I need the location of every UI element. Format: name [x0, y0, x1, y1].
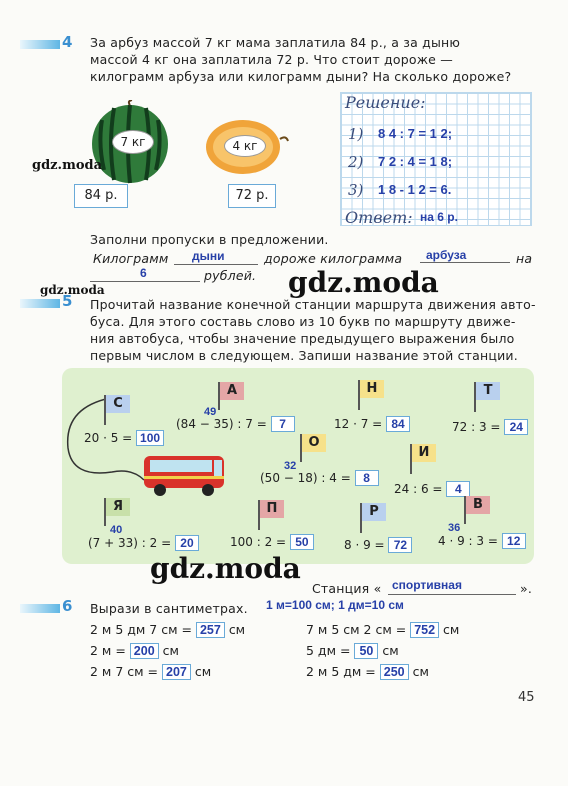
fill-line-1 [174, 264, 258, 265]
note-o: 32 [284, 460, 297, 472]
conv-answer: 200 [130, 643, 159, 659]
expression-o [260, 470, 379, 486]
conv-answer: 50 [354, 643, 378, 659]
expr-r: 8 · 9 = [344, 538, 385, 552]
expr-v: 4 · 9 : 3 = [438, 534, 498, 548]
answer-p: 50 [290, 534, 314, 550]
flag-letter-t: Т [476, 382, 500, 400]
melon-price: 72 р. [228, 184, 276, 208]
flag-letter-r: Р [362, 503, 386, 521]
flag-letter-p: П [260, 500, 284, 518]
flag-letter-a: А [220, 382, 244, 400]
conv-unit: см [382, 643, 399, 658]
expr-o: (50 − 18) : 4 = [260, 471, 351, 485]
conv-expr: 2 м = [90, 643, 126, 658]
sentence-part-b: дороже килограмма [264, 251, 403, 266]
sentence-part-d: рублей. [204, 268, 257, 283]
task-5-text-line4: первым числом в следующем. Запиши название этой станции. [90, 348, 518, 363]
expression-a [176, 416, 295, 432]
task-6-prompt: Вырази в сантиметрах. [90, 601, 248, 616]
sentence-part-a: Килограмм [93, 251, 169, 266]
answer-o: 8 [355, 470, 379, 486]
task-6-hint: 1 м=100 см; 1 дм=10 см [266, 598, 404, 612]
conv-expr: 5 дм = [306, 643, 351, 658]
watermark: gdz.moda [150, 552, 301, 585]
task-4-number: 4 [62, 33, 73, 51]
conv-unit: см [194, 664, 212, 679]
note-v: 36 [448, 522, 461, 534]
conv-answer: 257 [196, 622, 225, 638]
expression-ya [88, 535, 199, 551]
task-5-number: 5 [62, 292, 73, 310]
expr-n: 12 · 7 = [334, 417, 383, 431]
conversion-left-2 [90, 643, 179, 659]
answer-s: 100 [136, 430, 164, 446]
answer-v: 12 [502, 533, 526, 549]
expr-ya: (7 + 33) : 2 = [88, 536, 172, 550]
fill-answer-3: 6 [140, 266, 147, 280]
watermark: gdz.moda [288, 266, 439, 299]
station-label: Станция « [312, 581, 382, 596]
answer-t: 24 [504, 419, 528, 435]
watermelon-price: 84 р. [74, 184, 128, 208]
expr-p: 100 : 2 = [230, 535, 287, 549]
task-4-text-line3: килограмм арбуза или килограмм дыни? На сколько дороже? [90, 69, 512, 84]
bus-image [140, 450, 230, 500]
conv-answer: 752 [410, 622, 439, 638]
answer-r: 72 [388, 537, 412, 553]
expr-a: (84 − 35) : 7 = [176, 417, 267, 431]
fill-answer-2: арбуза [426, 248, 467, 262]
task-marker-bar [20, 40, 60, 49]
sentence-part-c: на [516, 251, 533, 266]
answer-a: 7 [271, 416, 295, 432]
step-2-number: 2) [348, 153, 364, 171]
page-number: 45 [518, 690, 535, 705]
fill-prompt: Заполни пропуски в предложении. [90, 232, 329, 247]
flag-letter-v: В [466, 496, 490, 514]
flag-letter-s: С [106, 395, 130, 413]
watermelon-weight-tag: 7 кг [112, 130, 154, 154]
station-answer: спортивная [392, 578, 462, 592]
fill-line-2 [420, 262, 510, 263]
expr-i: 24 : 6 = [394, 482, 443, 496]
answer-ya: 20 [175, 535, 199, 551]
melon-weight-tag: 4 кг [224, 135, 266, 157]
conv-answer: 250 [380, 664, 409, 680]
step-3-number: 3) [348, 181, 364, 199]
answer-i: 4 [446, 481, 470, 497]
task-6-number: 6 [62, 597, 73, 615]
expr-s: 20 · 5 = [84, 431, 133, 445]
conversion-right-1 [306, 622, 459, 638]
answer-label: Ответ: [345, 208, 413, 227]
expression-v [438, 533, 526, 549]
solution-title: Решение: [345, 93, 426, 112]
watermark: gdz.moda [40, 283, 105, 297]
conversion-right-2 [306, 643, 399, 659]
expression-r [344, 537, 412, 553]
conv-expr: 2 м 5 дм = [306, 664, 376, 679]
flag-letter-o: О [302, 434, 326, 452]
watermark: gdz.moda [32, 158, 103, 173]
conversion-right-3 [306, 664, 429, 680]
flag-letter-ya: Я [106, 498, 130, 516]
note-ya: 40 [110, 524, 123, 536]
expression-s [84, 430, 164, 446]
fill-line-3 [90, 281, 200, 282]
conv-expr: 7 м 5 см 2 см = [306, 622, 407, 637]
conv-answer: 207 [162, 664, 191, 680]
task-4-text-line1: За арбуз массой 7 кг мама заплатила 84 р., а за дыню [90, 35, 461, 50]
expression-p [230, 534, 314, 550]
conv-unit: см [162, 643, 179, 658]
fill-answer-1: дыни [192, 249, 225, 263]
expr-t: 72 : 3 = [452, 420, 501, 434]
answer-n: 84 [386, 416, 410, 432]
task-5-text-line3: ния автобуса, чтобы значение предыдущего выражения было [90, 331, 515, 346]
conversion-left-1 [90, 622, 245, 638]
expression-i [394, 481, 470, 497]
station-end: ». [520, 581, 533, 596]
step-1: 8 4 : 7 = 1 2; [378, 126, 453, 141]
conv-expr: 2 м 7 см = [90, 664, 159, 679]
flag-letter-n: Н [360, 380, 384, 398]
conv-expr: 2 м 5 дм 7 см = [90, 622, 192, 637]
flag-letter-i: И [412, 444, 436, 462]
task-5-text-line2: буса. Для этого составь слово из 10 букв по маршруту движе- [90, 314, 516, 329]
task-5-text-line1: Прочитай название конечной станции маршрута движения авто- [90, 297, 536, 312]
task-marker-bar [20, 299, 60, 308]
step-3: 1 8 - 1 2 = 6. [378, 182, 452, 197]
note-a: 49 [204, 406, 217, 418]
conv-unit: см [443, 622, 460, 637]
conv-unit: см [228, 622, 246, 637]
expression-t [452, 419, 528, 435]
conv-unit: см [412, 664, 429, 679]
station-line [388, 594, 516, 595]
expression-n [334, 416, 410, 432]
answer-value: на 6 р. [420, 210, 458, 224]
conversion-left-3 [90, 664, 211, 680]
task-marker-bar [20, 604, 60, 613]
step-2: 7 2 : 4 = 1 8; [378, 154, 453, 169]
task-4-text-line2: массой 4 кг она заплатила 72 р. Что стоит дороже — [90, 52, 453, 67]
step-1-number: 1) [348, 125, 364, 143]
